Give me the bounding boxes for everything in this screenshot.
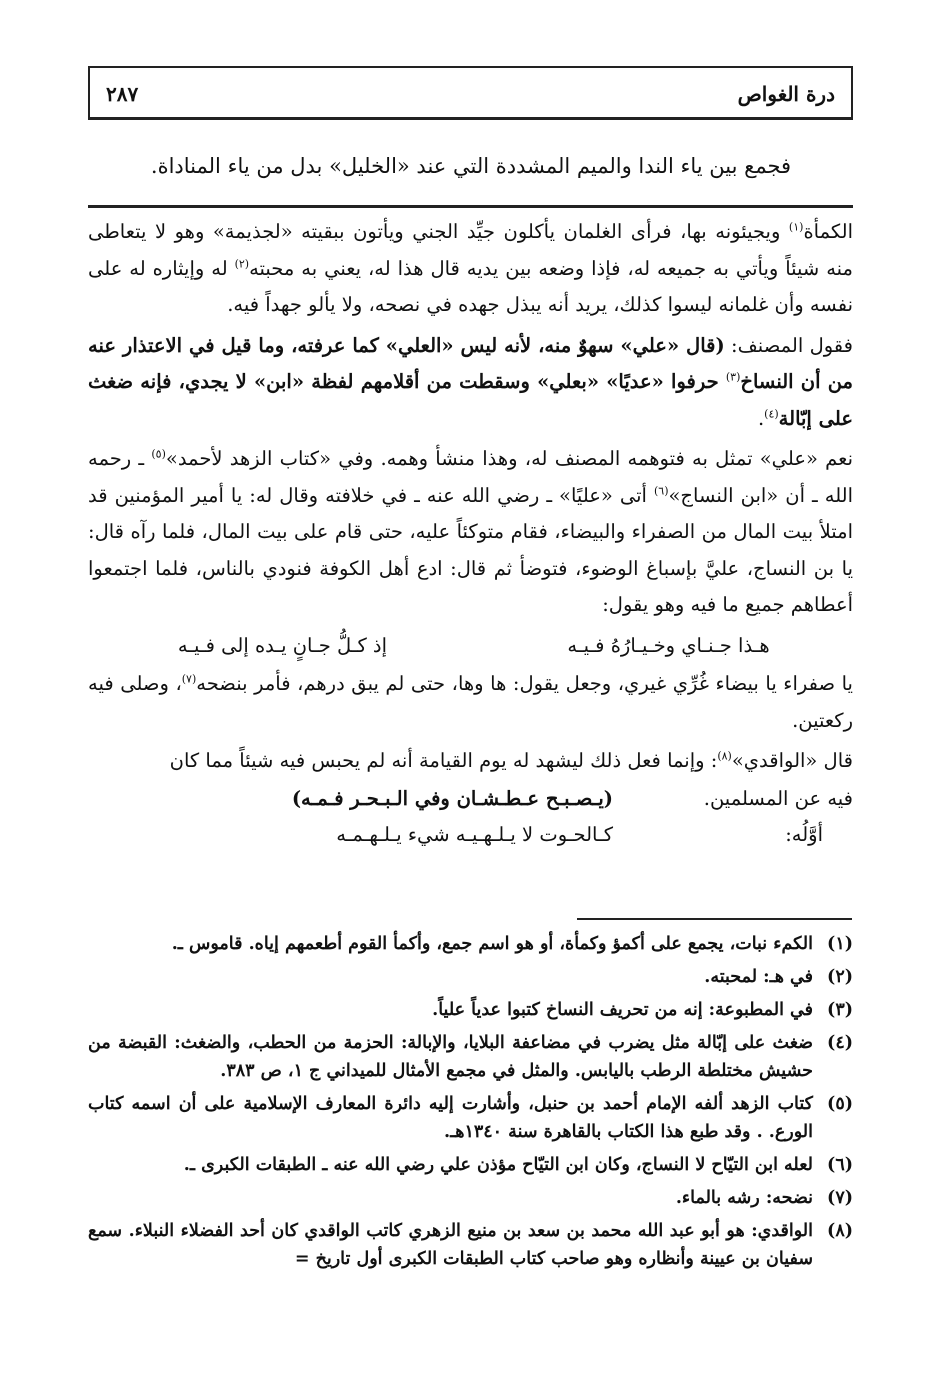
paragraph-3 [88,441,853,624]
paragraph-2 [88,328,853,438]
running-title: درة الغواص [737,82,835,106]
text: نعم «علي» تمثل به فتوهمه المصنف له، وهذا منشأ وهمه. وفي «كتاب الزهد لأحمد» [165,447,853,470]
paragraph-1 [88,214,853,324]
footnote-number: (١) [827,934,853,954]
footnote-text: الكمء نبات، يجمع على أكمؤ وكمأة، أو هو اسم جمع، وأكمأ القوم أطعمهم إياه. قاموس ـ. [171,934,813,954]
footnote-number: (٧) [827,1188,853,1208]
continued-line: فجمع بين ياء الندا والميم المشددة التي عند «الخليل» بدل من ياء المناداة. [150,154,792,178]
footnote [88,963,853,991]
footnote [88,1184,853,1212]
footnote-ref-8: (٨) [717,749,732,763]
footnote-text: كتاب الزهد ألفه الإمام أحمد بن حنبل، وأشارت إليه دائرة المعارف الإسلامية على أن اسمه كتاب الورع. . وقد طبع هذا الكتاب بالقاهرة سنة ١٣٤٠هـ. [88,1094,813,1142]
footnote-ref-5: (٥) [151,447,166,461]
text: قال «الواقدي» [731,749,853,772]
footnote [88,1029,853,1085]
text-line: أوَّلُه: [785,823,823,846]
footnote-number: (٦) [827,1155,853,1175]
text: فقول المصنف: [724,333,853,357]
footnote [88,1217,853,1273]
verse-hemistich-right: هـذا جـنـاي وخـيـارُهُ فـيـه [567,633,770,657]
footnote [88,1151,853,1179]
verse-hemistich-left: إذ كـلُّ جـانٍ يـده إلى فـيـه [177,633,388,657]
footnote-divider [577,918,852,920]
text: له وإيثاره له على نفسه وأن غلمانه ليسوا كذلك، يريد أنه يبذل جهده في نصحه، ولا يألو جهداً فيه. [88,256,853,316]
text-line: فيه عن المسلمين. [703,787,853,810]
footnote [88,1090,853,1146]
section-divider [88,205,853,208]
footnote-ref-6: (٦) [653,484,669,497]
poetry-hemistich: (يـصـبـح عـطـشـان وفي الـبـحـر فـمـه) [291,787,613,810]
poetry-verse [118,628,833,665]
running-header [88,66,853,120]
footnote-text: نضحه: رشه بالماء. [675,1188,813,1208]
footnote-text: الواقدي: هو أبو عبد الله محمد بن سعد بن منيع الزهري كاتب الواقدي كان أحد الفضلاء النبلاء. سمع سفيان بن عيينة وأنظاره وهو صاحب كتاب الطبقات الكبرى أول تاريخ = [88,1221,813,1269]
text: : وإنما فعل ذلك ليشهد له يوم القيامة أنه لم يحبس فيه شيئاً مما كان [169,749,718,772]
paragraph-4 [88,666,853,739]
page-number: ٢٨٧ [106,82,139,106]
paragraph-5 [88,743,853,853]
text-line [170,743,853,780]
text: ـ رحمه الله ـ أن «ابن النساج» [88,447,854,507]
footnote-text: في المطبوعة: إنه من تحريف النساخ كتبوا عدياً علياً. [432,1000,813,1020]
footnote-number: (٥) [827,1094,853,1114]
text: يا صفراء يا بيضاء غُرِّي غيري، وجعل يقول: ها وها، حتى لم يبق درهم، فأمر بنضحه [196,672,853,695]
footnote-text: ضغث على إبّالة مثل يضرب في مضاعفة البلايا، والإبالة: الحزمة من الحطب، والضغث: القبضة من حشيش مختلطة الرطب باليابس. والمثل في مجمع الأمثال للميداني ج ١، ص ٣٨٣. [88,1033,813,1081]
text: الكمأة [803,220,853,243]
footnote [88,930,853,958]
main-text [88,214,853,853]
footnote-number: (٣) [827,1000,853,1020]
footnote-text: في هـ: لمحبته. [704,967,813,987]
footnote-ref-3: (٣) [725,370,741,384]
footnote-ref-7: (٧) [181,672,197,686]
footnote-number: (٨) [827,1221,853,1241]
text: ، وصلى فيه ركعتين. [88,672,853,732]
footnote-text: لعله ابن التيّاح لا النساج، وكان ابن التيّاح مؤذن علي رضي الله عنه ـ الطبقات الكبرى ـ. [183,1155,813,1175]
quoted-text: (قال «علي» سهوٌ منه، لأنه ليس «العلي» كما عرفته، وما قيل في الاعتذار عنه من أن النساخ [88,333,853,393]
footnote-ref-1: (١) [788,220,804,234]
text: . [757,406,765,430]
footnote-number: (٤) [827,1033,853,1053]
quoted-text: حرفوا «عديًا» «بعلي» وسقطت من أقلامهم لفظة «ابن» لا يجدي، فإنه ضغث على إبّالة [88,370,853,430]
text: أتى «عليًا» ـ رضي الله عنه ـ في خلافته وقال له: يا أمير المؤمنين قد امتلأ بيت المال من الصفراء والبيضاء، فقام متوكئاً عليه، حتى قام على بيت المال، فلما رآه قال: يا بن النساج، عليَّ بإسباغ الوضوء، فتوضأ ثم قال: ادع أهل الكوفة فنودي بالناس، فلما اجتمعوا أعطاهم جميع ما فيه وهو يقول: [88,483,853,616]
footnotes [88,930,853,1278]
footnote-ref-2: (٢) [234,257,250,270]
poetry-hemistich: كـالحـوت لا يـلـهـيـه شيء يـلـهـمـه [336,823,613,846]
footnote-ref-4: (٤) [764,407,779,420]
text: ويجيئونه بها، فرأى الغلمان يأكلون جيِّد الجني ويأتون ببقيته «لجذيمة» وهو لا يتعاطى منه شيئاً ويأتي به جميعه له، فإذا وضعه بين يديه قال هذا له، يعني به محبته [88,220,853,280]
footnote-number: (٢) [827,967,853,987]
footnote [88,996,853,1024]
